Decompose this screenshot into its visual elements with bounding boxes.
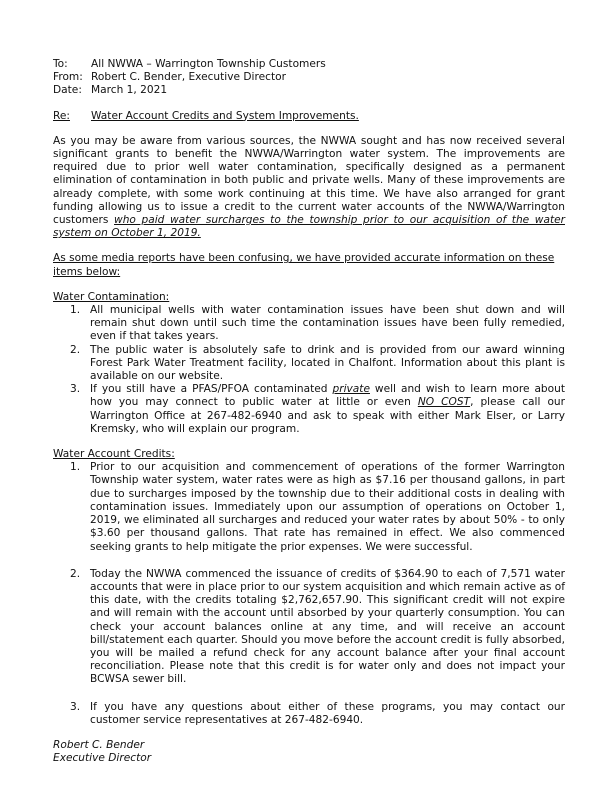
from-line [53,71,565,84]
item-number: 2. [70,343,81,356]
item-number: 2. [70,567,81,580]
list-item [53,383,565,436]
item-text: The public water is absolutely safe to drink and is provided from our award winning Forest Park Water Treatment facility, located in Chalfont. Information about this plant is available on our website. [90,343,565,383]
from-value: Robert C. Bender, Executive Director [91,71,286,84]
date-line [53,84,565,97]
signature-name: Robert C. Bender [53,738,145,751]
item-text-emphasis: NO COST [417,396,471,409]
item-text-part: , please call our Warrington Office at 267-482-6940 and ask to speak with either Mark Elser, or Larry Kremsky, who will explain our program. [90,396,565,435]
item-text-emphasis: private [332,383,370,396]
item-text-part: If you still have a PFAS/PFOA contaminated [90,383,333,396]
item-number: 3. [70,383,81,396]
subject-label: Re: [53,109,70,122]
to-line [53,58,565,71]
contamination-heading: Water Contamination: [53,290,170,303]
credits-list [53,461,565,727]
intro-text: As you may be aware from various sources, the NWWA sought and has now received several significant grants to benefit the NWWA/Warrington water system. The improvements are required due to prior well water contamination, specifically designed as a permanent elimination of contamination in both public and private wells. Many of these improvements are already complete, with some work continuing at this time. We have also arranged for grant funding allowing us to issue a credit to the current water accounts of the NWWA/Warrington customers [53,134,565,227]
from-label: From: [53,71,83,84]
list-item [53,701,565,727]
media-note: As some media reports have been confusing, we have provided accurate information on these items below: [53,252,555,278]
list-item [53,344,565,384]
intro-paragraph [53,135,565,241]
item-text: All municipal wells with water contamination issues have been shut down and will remain shut down until such time the contamination issues have been fully remedied, even if that takes years. [90,304,565,343]
list-item [53,304,565,344]
item-text [90,383,565,436]
list-item [53,568,565,687]
signature-title: Executive Director [53,752,152,765]
item-text: Today the NWWA commenced the issuance of credits of $364.90 to each of 7,571 water accounts that were in place prior to our system acquisition and which remain active as of this date, with the credits totaling $2,762,657.90. This significant credit will not expire and will remain with the account until absorbed by your quarterly consumption. You can check your account balances online at any time, and will receive an account bill/statement each quarter. Should you move before the account credit is fully absorbed, you will be mailed a refund check for any account balance after your final account reconciliation. Please note that this credit is for water only and does not impact your BCWSA sewer bill. [90,567,565,686]
item-text: If you have any questions about either of these programs, you may contact our customer service representatives at 267-482-6940. [90,700,565,726]
item-number: 1. [70,304,81,317]
subject-value: Water Account Credits and System Improvements. [91,109,359,122]
date-label: Date: [53,84,82,97]
date-value: March 1, 2021 [91,84,168,97]
contamination-list [53,304,565,436]
list-item [53,461,565,553]
intro-emphasis: who paid water surcharges to the township prior to our acquisition of the water system on October 1, 2019. [53,214,565,240]
memo-page [53,58,565,765]
to-label: To: [53,58,68,70]
to-value: All NWWA – Warrington Township Customers [91,58,326,70]
signature-block [53,739,565,765]
item-number: 3. [70,700,81,713]
subject-line [53,110,565,123]
item-text-part: well and wish to learn more about how you may connect to public water at little or even [90,383,566,409]
item-number: 1. [70,461,81,474]
credits-heading: Water Account Credits: [53,448,175,461]
item-text: Prior to our acquisition and commencement of operations of the former Warrington Township water system, water rates were as high as $7.16 per thousand gallons, in part due to surcharges imposed by the township due to their additional costs in dealing with contamination issues. Immediately upon our assumption of operations on October 1, 2019, we eliminated all surcharges and reduced your water rates by about 50% - to only $3.60 per thousand gallons. That rate has remained in effect. We also commenced seeking grants to help mitigate the prior expenses. We were successful. [90,461,565,553]
